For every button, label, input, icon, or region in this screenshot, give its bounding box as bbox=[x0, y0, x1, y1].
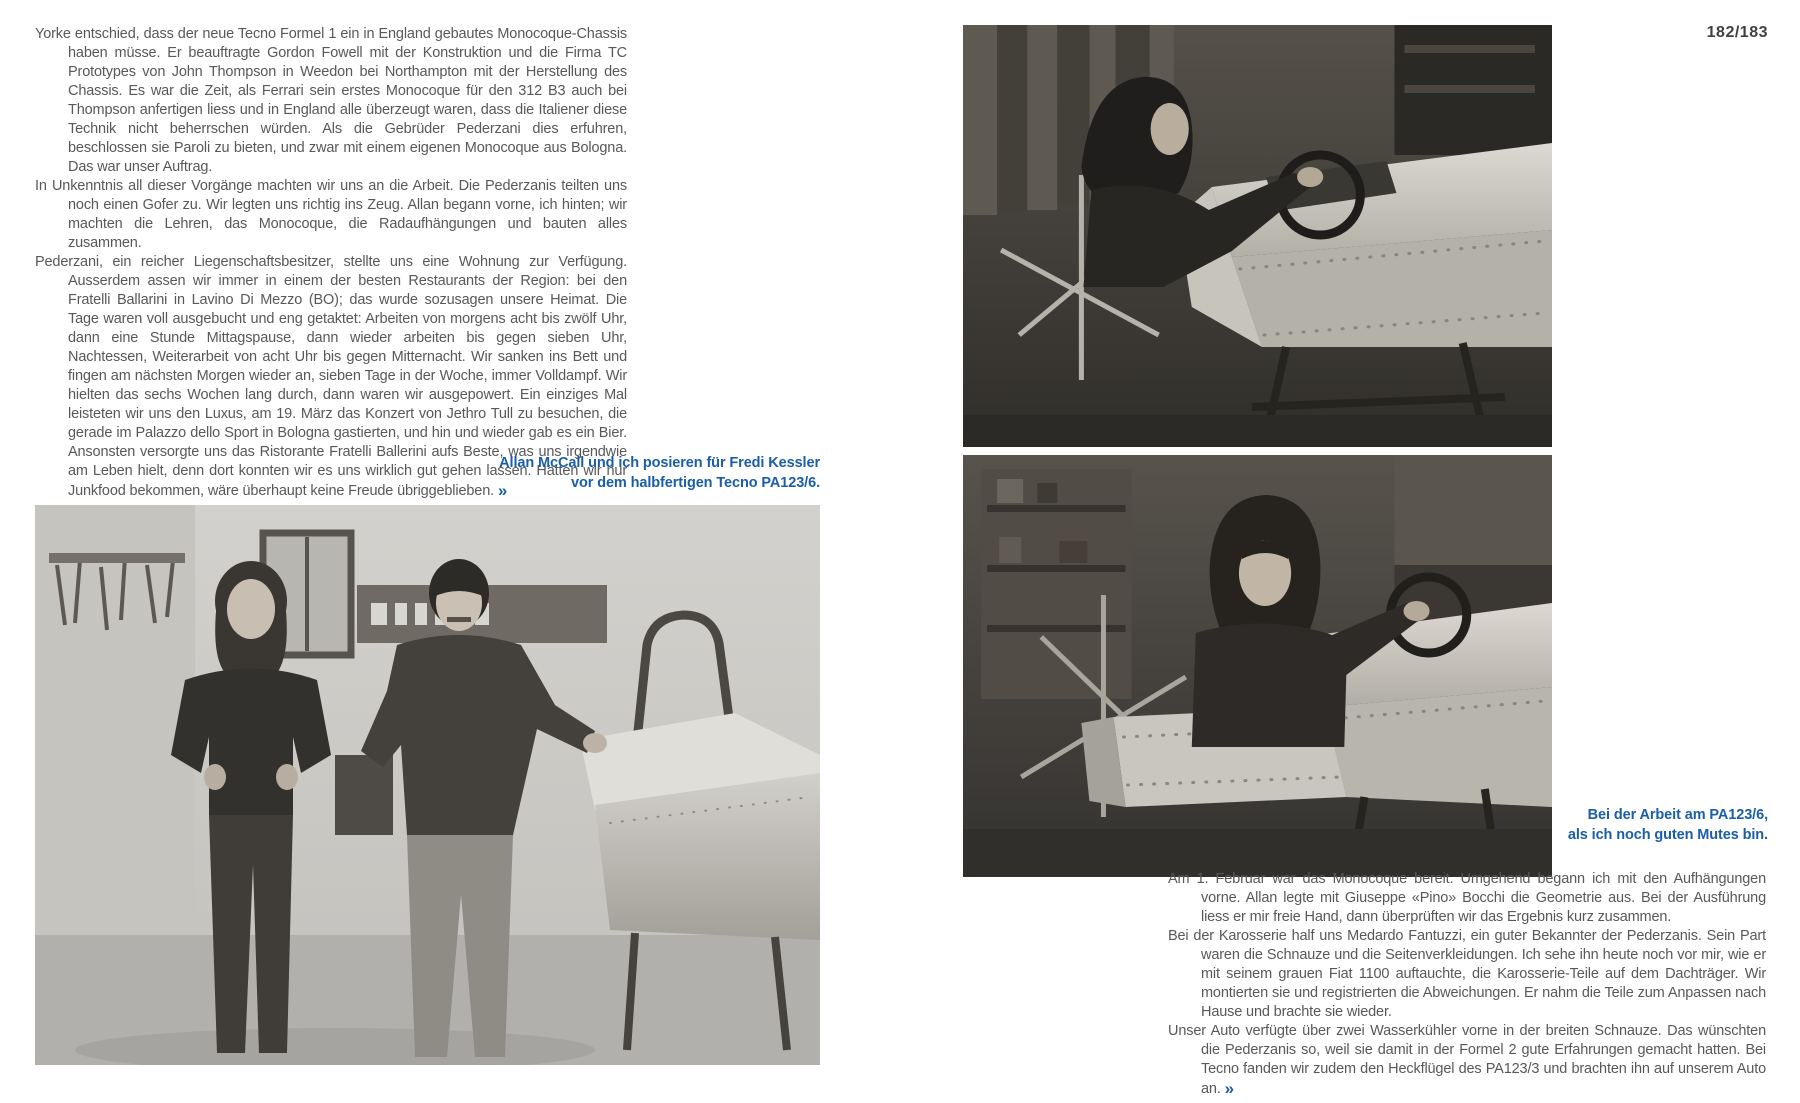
right-photo-working-on-chassis bbox=[963, 25, 1552, 447]
left-page-text-block bbox=[35, 25, 627, 501]
right-photo-caption bbox=[1508, 806, 1768, 845]
paragraph-text: Unser Auto verfügte über zwei Wasserkühler vorne in der breiten Schnauze. Das wünschten die Pederzanis so, weil sie damit in der Formel 2 gute Erfahrungen gemacht hatten. Bei Tecno fanden wir zudem den Heckflügel des PA123/3 und brachten ihn auf unserem Auto an. bbox=[1168, 1023, 1766, 1097]
paragraph-text: Bei der Karosserie half uns Medardo Fantuzzi, ein guter Bekannter der Pederzanis. Sein Part waren die Schnauze und die Seitenverkleidungen. Ich sehe ihn heute noch vor mir, wie er mit seinem grauen Fiat 1100 auftauchte, die Karosserie-Teile auf dem Dachträger. Wir montierten sie und registrierten die Abweichungen. Er nahm die Teile zum Anpassen nach Hause und brachte sie wieder. bbox=[1168, 928, 1766, 1020]
right-photo-portrait-at-chassis bbox=[963, 455, 1552, 877]
background-shelf bbox=[981, 469, 1132, 699]
paragraph-text: Am 1. Februar war das Monocoque bereit. Umgehend begann ich mit den Aufhängungen vorne. Allan legte mit Giuseppe «Pino» Bocchi die Geometrie aus. Bei der Ausführung liess er mir freie Hand, dann überprüften wir das Ergebnis kurz zusammen. bbox=[1168, 871, 1766, 925]
left-photo-workshop-portrait bbox=[35, 505, 820, 1065]
page-number: 182/183 bbox=[1706, 24, 1768, 41]
paragraph bbox=[1168, 927, 1766, 1022]
caption-line: Allan McCall und ich posieren für Fredi Kessler bbox=[499, 455, 820, 471]
paragraph-text: Yorke entschied, dass der neue Tecno Formel 1 ein in England gebautes Monocoque-Chassis haben müsse. Er beauftragte Gordon Fowell mit der Konstruktion und die Firma TC Prototypes von John Thompson in Weedon bei Northampton mit der Herstellung des Chassis. Es war die Zeit, als Ferrari sein erstes Monocoque für den 312 B3 auch bei Thompson anfertigen liess und in England alle überzeugt waren, dass die Italiener diese Technik nicht beherrschen würden. Als die Gebrüder Pederzani dies erfuhren, beschlossen sie Paroli zu bieten, und zwar mit einem eigenen Monocoque aus Bologna. Das war unser Auftrag. bbox=[35, 26, 627, 175]
right-page-text-block bbox=[1168, 870, 1766, 1099]
caption-line: als ich noch guten Mutes bin. bbox=[1567, 826, 1768, 843]
right-photo-top-graphic bbox=[963, 25, 1552, 447]
continuation-marker-icon: » bbox=[1224, 1079, 1233, 1098]
continuation-marker-icon: » bbox=[497, 481, 506, 500]
paragraph-text: In Unkenntnis all dieser Vorgänge machten wir uns an die Arbeit. Die Pederzanis teilten uns noch einen Gofer zu. Wir legten uns richtig ins Zeug. Allan begann vorne, ich hinten; wir machten die Lehren, das Monocoque, die Radaufhängungen und bauten alles zusammen. bbox=[35, 178, 627, 251]
left-photo-graphic bbox=[35, 505, 820, 1065]
caption-line: vor dem halbfertigen Tecno PA123/6. bbox=[571, 474, 820, 491]
paragraph bbox=[35, 177, 627, 253]
paragraph bbox=[35, 25, 627, 177]
caption-line: Bei der Arbeit am PA123/6, bbox=[1587, 807, 1768, 823]
right-photo-bottom-graphic bbox=[963, 455, 1552, 877]
left-photo-caption bbox=[400, 454, 820, 493]
paragraph bbox=[1168, 870, 1766, 927]
paragraph bbox=[1168, 1022, 1766, 1099]
paragraph-text: Pederzani, ein reicher Liegenschaftsbesitzer, stellte uns eine Wohnung zur Verfügung. Ausserdem assen wir immer in einem der besten Restaurants der Region: bei den Fratelli Ballarini in Lavino Di Mezzo (BO); das wurde sozusagen unsere Heimat. Die Tage waren voll ausgebucht und eng getaktet: Arbeiten von morgens acht bis zwölf Uhr, dann eine Stunde Mittagspause, dann wieder arbeiten bis gegen sieben Uhr, Nachtessen, Weiterarbeit von acht Uhr bis gegen Mitternacht. Wir sanken ins Bett und fingen am nächsten Morgen wieder an, sieben Tage in der Woche, immer Volldampf. Wir hielten das sechs Wochen lang durch, dann waren wir ausgepowert. Ein einziges Mal leisteten wir uns den Luxus, am 19. März das Konzert von Jethro Tull zu besuchen, die gerade im Palazzo dello Sport in Bologna gastierten, und hin und wieder gab es ein Bier. Ansonsten versorgte uns das Ristorante Fratelli Ballerini aufs Beste, was uns irgendwie am Leben hielt, denn dort konnten wir es uns wirklich gut gehen lassen. Hätten wir nur Junkfood bekommen, wäre überhaupt keine Freude übriggeblieben. bbox=[35, 254, 627, 499]
